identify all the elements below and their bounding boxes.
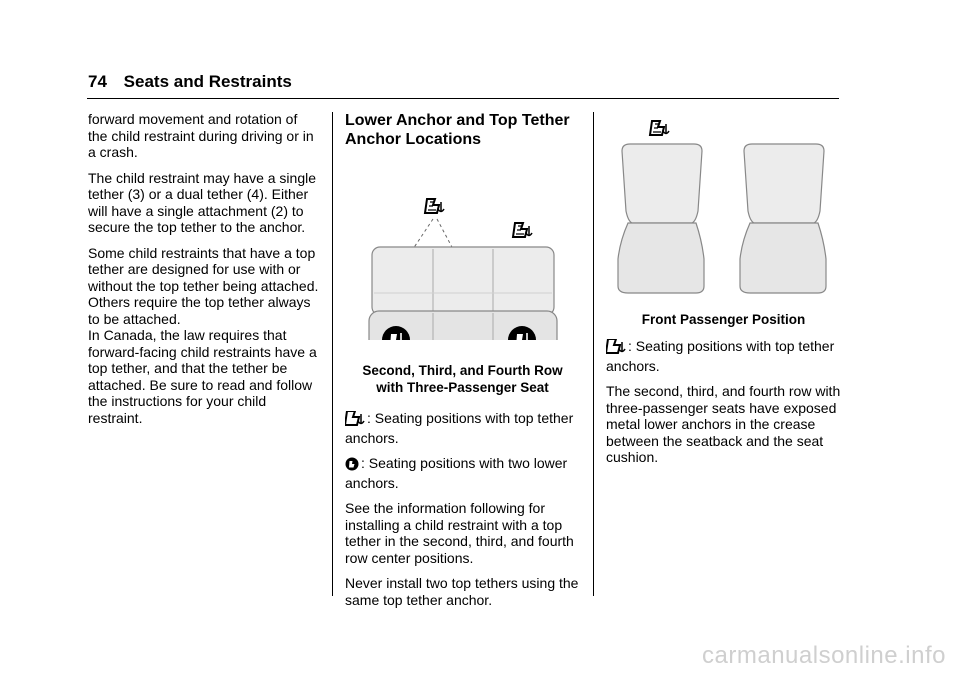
column-1 xyxy=(88,111,320,435)
page-header xyxy=(88,72,292,92)
legend-top-tether xyxy=(345,410,580,446)
top-tether-icon xyxy=(513,223,532,237)
column-2 xyxy=(345,111,580,617)
caption-line-1: Second, Third, and Fourth Row xyxy=(362,363,563,378)
column-divider-1 xyxy=(332,112,333,596)
col3-legend-top-tether-text: : Seating positions with top tether anchors. xyxy=(606,338,835,374)
lower-anchor-icon xyxy=(345,457,359,475)
top-tether-icon xyxy=(345,411,365,430)
front-passenger-seat-diagram xyxy=(606,111,841,299)
anchor-locations-title: Lower Anchor and Top Tether Anchor Locations xyxy=(345,112,570,148)
section-title: Seats and Restraints xyxy=(123,72,292,91)
watermark-footer: carmanualsonline.info xyxy=(702,642,946,669)
column-3 xyxy=(606,111,841,475)
col1-paragraph-3: Some child restraints that have a top tether are designed for use with or without the top tether being attached. Others require the top tether always to be attached. xyxy=(88,244,319,327)
caption-line-2: with Three-Passenger Seat xyxy=(376,380,549,395)
three-passenger-seat-diagram xyxy=(345,155,580,340)
diagram-caption-1 xyxy=(345,362,580,396)
col1-paragraph-4: In Canada, the law requires that forward-facing child restraints have a top tether, and that the tether be attached. Be sure to read and follow the instructions for your child restraint. xyxy=(88,327,317,426)
col2-paragraph-1: See the information following for installing a child restraint with a top tether in the second, third, and fourth row center positions. xyxy=(345,500,574,566)
col3-paragraph-1: The second, third, and fourth row with three-passenger seats have exposed metal lower anchors in the crease between the seatback and the seat cushion. xyxy=(606,383,841,465)
page-number: 74 xyxy=(88,72,107,91)
legend-lower-anchor-text: : Seating positions with two lower anchors. xyxy=(345,455,568,491)
col2-paragraph-2: Never install two top tethers using the same top tether anchor. xyxy=(345,575,579,608)
col3-legend-top-tether xyxy=(606,338,841,374)
top-tether-icon xyxy=(650,121,669,135)
column-divider-2 xyxy=(593,112,594,596)
col1-paragraph-1: forward movement and rotation of the child restraint during driving or in a crash. xyxy=(88,111,314,160)
diagram-caption-2: Front Passenger Position xyxy=(641,312,806,327)
top-tether-icon xyxy=(606,339,626,358)
legend-lower-anchor xyxy=(345,455,580,491)
top-tether-icon xyxy=(425,199,444,213)
legend-top-tether-text: : Seating positions with top tether anchors. xyxy=(345,410,574,446)
header-rule xyxy=(87,98,839,99)
col1-paragraph-2: The child restraint may have a single tether (3) or a dual tether (4). Either will have a single attachment (2) to secure the top tether to the anchor. xyxy=(88,169,316,235)
